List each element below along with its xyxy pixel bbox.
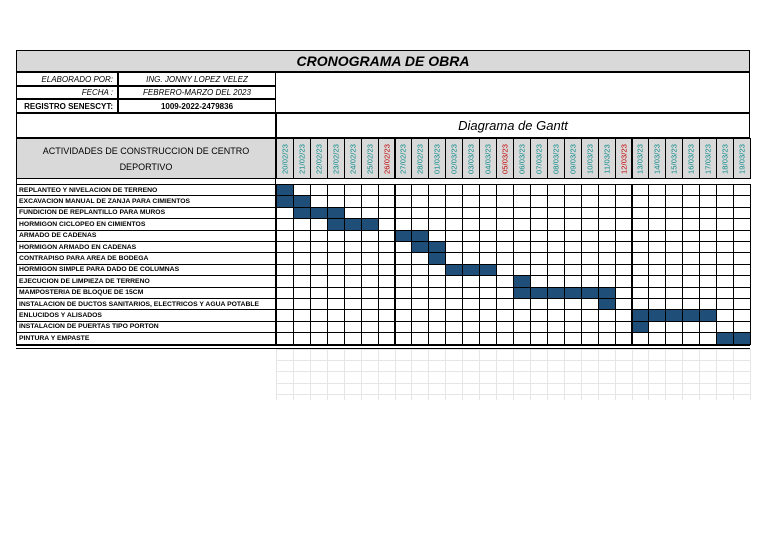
grid-line xyxy=(581,349,582,400)
date-label: 10/03/23 xyxy=(585,143,595,174)
activity-label: INSTALACION DE DUCTOS SANITARIOS, ELECTRICOS Y AGUA POTABLE xyxy=(16,298,276,310)
activity-label: EXCAVACION MANUAL DE ZANJA PARA CIMIENTOS xyxy=(16,195,276,207)
grid-line xyxy=(378,349,379,400)
date-label: 13/03/23 xyxy=(635,143,645,174)
gantt-bar-cell xyxy=(733,332,751,344)
blank-cell xyxy=(16,113,276,138)
activity-label: HORMIGON ARMADO EN CADENAS xyxy=(16,241,276,253)
date-label: 05/03/23 xyxy=(500,143,510,174)
activity-label: CONTRAPISO PARA AREA DE BODEGA xyxy=(16,252,276,264)
page-title: CRONOGRAMA DE OBRA xyxy=(16,50,750,72)
date-header-cell xyxy=(733,138,751,179)
grid-line xyxy=(462,349,463,400)
date-header-cell xyxy=(716,138,734,179)
date-label: 16/03/23 xyxy=(686,143,696,174)
grid-line xyxy=(276,371,750,372)
date-header-cell xyxy=(310,138,328,179)
gantt-title: Diagrama de Gantt xyxy=(276,113,750,138)
activity-label: REPLANTEO Y NIVELACION DE TERRENO xyxy=(16,184,276,196)
date-label: 26/02/23 xyxy=(382,143,392,174)
activity-label: HORMIGON SIMPLE PARA DADO DE COLUMNAS xyxy=(16,264,276,276)
grid-line xyxy=(716,349,717,400)
grid-line xyxy=(395,349,396,400)
date-label: 04/03/23 xyxy=(483,143,493,174)
grid-line xyxy=(276,349,277,400)
date-label: 22/02/23 xyxy=(314,143,324,174)
date-label: 28/02/23 xyxy=(415,143,425,174)
activity-label: EJECUCION DE LIMPIEZA DE TERRENO xyxy=(16,275,276,287)
grid-line xyxy=(513,349,514,400)
gantt-cell xyxy=(276,332,294,344)
info-label-date: FECHA : xyxy=(16,86,118,99)
grid-line xyxy=(327,349,328,400)
date-label: 09/03/23 xyxy=(568,143,578,174)
date-label: 01/03/23 xyxy=(432,143,442,174)
date-label: 27/02/23 xyxy=(398,143,408,174)
grid-line xyxy=(276,394,750,395)
date-header-cell xyxy=(479,138,497,179)
grid-line xyxy=(530,349,531,400)
gantt-cell xyxy=(615,332,633,344)
table-bottom-border xyxy=(16,345,750,349)
info-label-registration: REGISTRO SENESCYT: xyxy=(16,99,118,113)
activity-label: ARMADO DE CADENAS xyxy=(16,230,276,242)
gantt-cell xyxy=(598,332,616,344)
date-label: 21/02/23 xyxy=(297,143,307,174)
grid-line xyxy=(428,349,429,400)
date-label: 06/03/23 xyxy=(517,143,527,174)
gantt-bar-cell xyxy=(716,332,734,344)
gantt-cell xyxy=(682,332,700,344)
date-header-cell xyxy=(598,138,616,179)
activity-label: INSTALACION DE PUERTAS TIPO PORTON xyxy=(16,321,276,333)
gantt-cell xyxy=(530,332,548,344)
grid-line xyxy=(615,349,616,400)
info-value-prepared-by: ING. JONNY LOPEZ VELEZ xyxy=(118,72,276,86)
info-value-date: FEBRERO-MARZO DEL 2023 xyxy=(118,86,276,99)
date-label: 24/02/23 xyxy=(348,143,358,174)
date-label: 02/03/23 xyxy=(449,143,459,174)
gantt-cell xyxy=(513,332,531,344)
grid-line xyxy=(310,349,311,400)
date-label: 15/03/23 xyxy=(669,143,679,174)
info-label-prepared-by: ELABORADO POR: xyxy=(16,72,118,86)
date-header-cell xyxy=(547,138,565,179)
grid-line xyxy=(632,349,633,400)
date-label: 25/02/23 xyxy=(365,143,375,174)
date-label: 17/03/23 xyxy=(703,143,713,174)
info-blank-area xyxy=(276,72,750,113)
gantt-cell xyxy=(581,332,599,344)
grid-line xyxy=(276,383,750,384)
grid-line xyxy=(750,349,751,400)
date-header-cell xyxy=(276,138,294,179)
date-label: 14/03/23 xyxy=(652,143,662,174)
date-label: 03/03/23 xyxy=(466,143,476,174)
grid-line xyxy=(344,349,345,400)
gantt-cell xyxy=(293,332,311,344)
date-header-cell xyxy=(665,138,683,179)
date-label: 08/03/23 xyxy=(551,143,561,174)
date-header-cell xyxy=(411,138,429,179)
date-header-cell xyxy=(682,138,700,179)
grid-line xyxy=(361,349,362,400)
gantt-cell xyxy=(564,332,582,344)
gantt-cell xyxy=(327,332,345,344)
gantt-cell xyxy=(648,332,666,344)
gantt-cell xyxy=(310,332,328,344)
grid-line xyxy=(547,349,548,400)
date-header-cell xyxy=(581,138,599,179)
gantt-cell xyxy=(344,332,362,344)
gantt-cell xyxy=(428,332,446,344)
grid-line xyxy=(276,360,750,361)
date-label: 12/03/23 xyxy=(619,143,629,174)
info-value-registration: 1009-2022-2479836 xyxy=(118,99,276,113)
date-label: 19/03/23 xyxy=(737,143,747,174)
grid-line xyxy=(733,349,734,400)
date-header-cell xyxy=(378,138,396,179)
date-header-cell xyxy=(327,138,345,179)
date-label: 11/03/23 xyxy=(602,143,612,174)
grid-line xyxy=(411,349,412,400)
date-header-cell xyxy=(632,138,650,179)
gantt-cell xyxy=(632,332,650,344)
gantt-cell xyxy=(411,332,429,344)
spacer-row xyxy=(16,179,276,184)
gantt-cell xyxy=(699,332,717,344)
date-header-cell xyxy=(513,138,531,179)
date-header-cell xyxy=(445,138,463,179)
activity-label: MAMPOSTERIA DE BLOQUE DE 15CM xyxy=(16,287,276,299)
date-header-cell xyxy=(361,138,379,179)
grid-line xyxy=(699,349,700,400)
activity-label: FUNDICION DE REPLANTILLO PARA MUROS xyxy=(16,207,276,219)
grid-line xyxy=(479,349,480,400)
gantt-cell xyxy=(496,332,514,344)
gantt-cell xyxy=(462,332,480,344)
date-label: 18/03/23 xyxy=(720,143,730,174)
grid-line xyxy=(445,349,446,400)
grid-line xyxy=(496,349,497,400)
date-header-cell xyxy=(615,138,633,179)
date-label: 20/02/23 xyxy=(280,143,290,174)
grid-line xyxy=(682,349,683,400)
grid-line xyxy=(564,349,565,400)
grid-line xyxy=(293,349,294,400)
date-header-cell xyxy=(344,138,362,179)
gantt-cell xyxy=(665,332,683,344)
date-header-cell xyxy=(564,138,582,179)
gantt-cell xyxy=(479,332,497,344)
grid-line xyxy=(276,349,750,350)
grid-line xyxy=(598,349,599,400)
date-header-cell xyxy=(496,138,514,179)
date-header-cell xyxy=(462,138,480,179)
activities-header: ACTIVIDADES DE CONSTRUCCION DE CENTRO DEPORTIVO xyxy=(16,138,276,179)
activity-label: PINTURA Y EMPASTE xyxy=(16,332,276,344)
gantt-cell xyxy=(445,332,463,344)
activity-label: ENLUCIDOS Y ALISADOS xyxy=(16,309,276,321)
date-header-cell xyxy=(530,138,548,179)
date-header-cell xyxy=(648,138,666,179)
activity-label: HORMIGON CICLOPEO EN CIMIENTOS xyxy=(16,218,276,230)
grid-line xyxy=(665,349,666,400)
date-header-cell xyxy=(293,138,311,179)
gantt-cell xyxy=(395,332,413,344)
gantt-cell xyxy=(378,332,396,344)
gantt-cell xyxy=(547,332,565,344)
date-header-cell xyxy=(395,138,413,179)
date-label: 07/03/23 xyxy=(534,143,544,174)
date-header-cell xyxy=(428,138,446,179)
gantt-cell xyxy=(361,332,379,344)
date-label: 23/02/23 xyxy=(331,143,341,174)
grid-line xyxy=(648,349,649,400)
date-header-cell xyxy=(699,138,717,179)
